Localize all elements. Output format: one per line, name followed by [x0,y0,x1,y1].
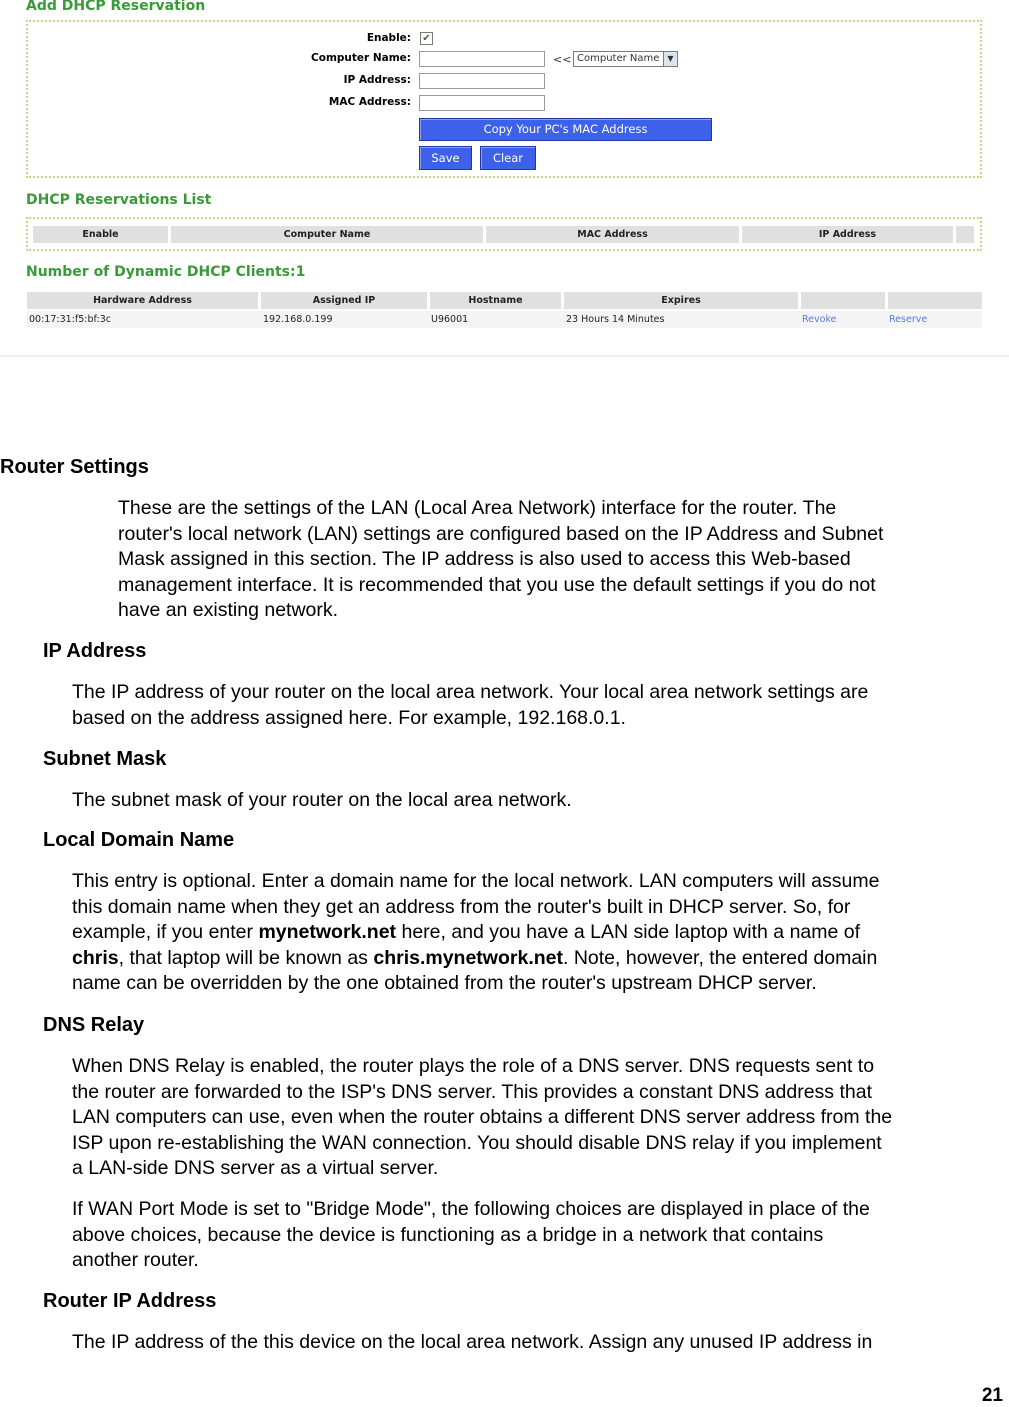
clients-header-hardware: Hardware Address [27,292,258,309]
text-line [72,946,879,972]
text-line: a LAN-side DNS server as a virtual server. [72,1157,439,1180]
text-line: The subnet mask of your router on the local area network. [72,789,572,811]
enable-checkbox[interactable]: ✔ [420,32,433,45]
reservations-list-title: DHCP Reservations List [26,192,212,208]
clients-header-expires: Expires [564,292,798,309]
list-header-mac-address: MAC Address [486,226,739,243]
text-span: example, if you enter [72,921,259,944]
text-line: another router. [72,1249,199,1272]
computer-name-input[interactable] [419,51,545,67]
domain-example: mynetwork.net [258,921,397,944]
copy-mac-button[interactable]: Copy Your PC's MAC Address [419,118,712,141]
list-header-computer-name: Computer Name [171,226,483,243]
dynamic-clients-title: Number of Dynamic DHCP Clients:1 [26,264,306,280]
subnet-mask-heading: Subnet Mask [43,748,167,770]
ip-address-paragraph [72,680,868,731]
text-line: The IP address of the this device on the local area network. Assign any unused IP address in [72,1331,873,1353]
text-line: If WAN Port Mode is set to "Bridge Mode", the following choices are displayed in place of the [72,1198,870,1220]
ip-address-label: IP Address: [343,74,411,86]
ip-address-heading: IP Address [43,640,147,662]
mac-address-input[interactable] [419,95,545,111]
ip-address-input[interactable] [419,73,545,89]
text-line: name can be overridden by the one obtained from the router's upstream DHCP server. [72,972,817,995]
text-line: This entry is optional. Enter a domain name for the local network. LAN computers will assume [72,870,880,892]
text-line: The IP address of your router on the local area network. Your local area network settings are [72,681,869,703]
laptop-name-example: chris [72,946,119,969]
copy-arrows: << [553,53,572,66]
list-header-enable: Enable [33,226,168,243]
dhcp-screenshot [0,0,1009,357]
text-span: here, and you have a LAN side laptop with a name of [396,921,861,944]
clients-header-ip: Assigned IP [261,292,427,309]
text-line: LAN computers can use, even when the router obtains a different DNS server address from the [72,1106,893,1129]
router-ip-paragraph [72,1330,872,1356]
mac-address-label: MAC Address: [328,96,411,108]
text-line: based on the address assigned here. For example, 192.168.0.1. [72,706,626,729]
local-domain-heading: Local Domain Name [43,829,235,851]
reserve-link[interactable]: Reserve [889,314,928,325]
list-header-spacer [956,226,974,243]
table-row [27,311,982,328]
enable-label: Enable: [366,32,411,44]
list-header-ip-address: IP Address [742,226,953,243]
text-line: this domain name when they get an address from the router's built in DHCP server. So, for [72,895,851,918]
dns-relay-heading: DNS Relay [43,1014,145,1036]
router-settings-paragraph [118,496,883,624]
router-settings-heading: Router Settings [0,456,149,478]
text-line: management interface. It is recommended that you use the default settings if you do not [118,573,876,596]
text-line: have an existing network. [118,599,339,622]
fqdn-example: chris.mynetwork.net [373,946,563,969]
text-line: These are the settings of the LAN (Local Area Network) interface for the router. The [118,497,837,519]
clear-button[interactable]: Clear [480,146,536,170]
text-line: above choices, because the device is functioning as a bridge in a network that contains [72,1223,824,1246]
revoke-link[interactable]: Revoke [802,314,837,325]
text-line: the router are forwarded to the ISP's DNS server. This provides a constant DNS address that [72,1080,872,1103]
text-span: , that laptop will be known as [118,946,374,969]
text-line: When DNS Relay is enabled, the router plays the role of a DNS server. DNS requests sent to [72,1055,875,1077]
client-hostname: U96001 [431,314,469,325]
text-line: Mask assigned in this section. The IP address is also used to access this Web-based [118,548,851,571]
clients-header-blank-1 [801,292,885,309]
computer-name-select[interactable] [573,51,678,67]
computer-name-select-value: Computer Name [577,53,660,64]
clients-header-hostname: Hostname [430,292,561,309]
save-button[interactable]: Save [419,146,472,170]
subnet-mask-paragraph [72,788,572,814]
clients-header-blank-2 [888,292,982,309]
local-domain-paragraph [72,869,879,997]
dns-relay-paragraph [72,1054,1009,1182]
bridge-mode-paragraph [72,1197,870,1274]
add-dhcp-reservation-title: Add DHCP Reservation [26,0,206,14]
text-line: router's local network (LAN) settings are configured based on the IP Address and Subnet [118,522,884,545]
chevron-down-icon: ▼ [663,52,677,66]
text-line: ISP upon re-establishing the WAN connection. You should disable DNS relay if you implement [72,1131,882,1154]
text-line [72,920,879,946]
client-hardware: 00:17:31:f5:bf:3c [29,314,111,325]
client-ip: 192.168.0.199 [263,314,333,325]
page-number: 21 [981,1385,1003,1406]
text-span: . Note, however, the entered domain [562,946,878,969]
router-ip-heading: Router IP Address [43,1290,217,1312]
client-expires: 23 Hours 14 Minutes [566,314,665,325]
computer-name-label: Computer Name: [311,52,411,64]
